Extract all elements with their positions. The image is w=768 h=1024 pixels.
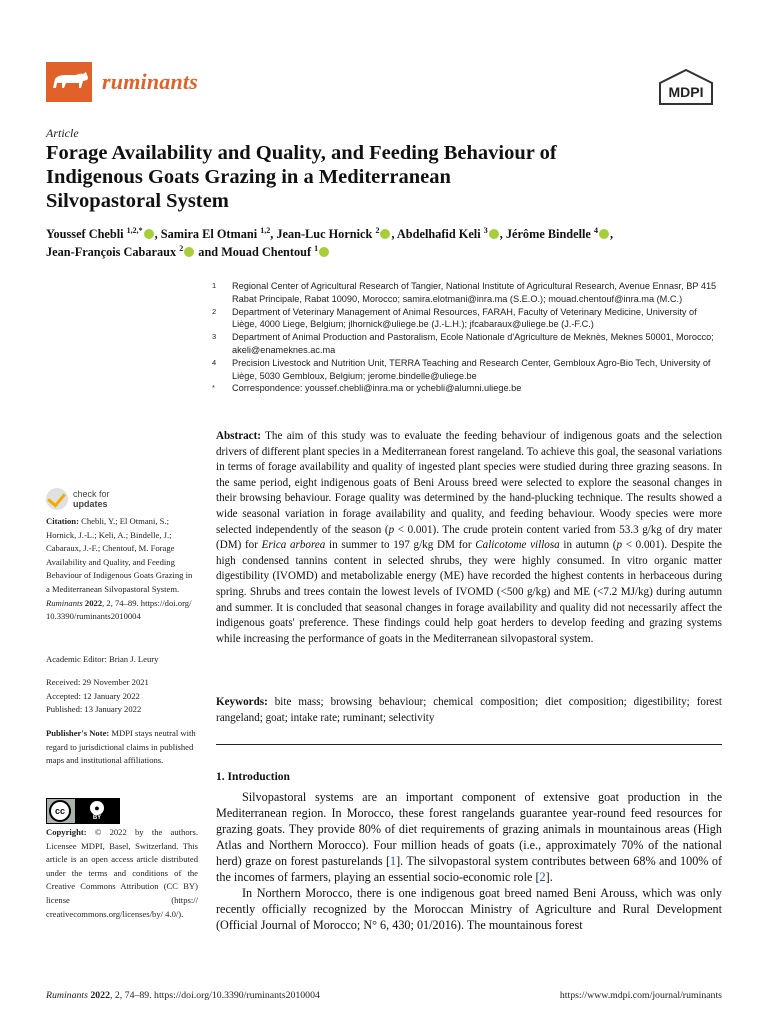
keywords: Keywords: bite mass; browsing behaviour; chemical composition; diet composition; digestibility; forest rangeland; goat; intake rate; ruminant; selectivity bbox=[216, 696, 722, 724]
goat-logo-icon bbox=[46, 62, 92, 102]
journal-header bbox=[46, 60, 198, 104]
author-name[interactable]: Samira El Otmani bbox=[160, 227, 258, 241]
article-type: Article bbox=[46, 126, 79, 140]
affiliation: 1 Regional Center of Agricultural Research of Tangier, National Institute of Agricultural Research, Avenue Ennasr, BP 415 Rabat Principale, Rabat 10090, Morocco; samira.elotmani@inra.ma (S.E.O.); mouad.chentouf@inra.ma (M.C.) bbox=[212, 281, 717, 304]
correspondence: * Correspondence: youssef.chebli@inra.ma or ychebli@alumni.uliege.be bbox=[212, 383, 522, 394]
author-list: Youssef Chebli $^{1,2,*}$ , Samira El Otmani $^{1,2}$, Jean-Luc Hornick $^2$ , Abdelhafid Keli $^3$ , Jérôme Bindelle $^4$ , Jean-François Cabaraux $^2$ and Mouad Chentouf $^1$ bbox=[46, 225, 614, 259]
title-line: Silvopastoral System bbox=[46, 190, 229, 212]
introduction-body bbox=[216, 789, 722, 933]
section-divider bbox=[216, 744, 722, 745]
journal-name[interactable]: ruminants bbox=[102, 69, 198, 94]
title-line: Forage Availability and Quality, and Feeding Behaviour of bbox=[46, 142, 557, 164]
author-affil: 1,2 bbox=[260, 225, 271, 235]
orcid-icon[interactable] bbox=[144, 229, 154, 239]
accepted-date: Accepted: 12 January 2022 bbox=[46, 690, 140, 701]
dates-block bbox=[46, 676, 198, 717]
abstract: Abstract: The aim of this study was to evaluate the feeding behaviour of indigenous goats and the selection drivers of different plant species in a Mediterranean forest rangeland. To achieve this goal, the seasonal variations in terms of forage availability and quality of ingested plant species were studied during three grazing seasons. In the same period, eight indigenous goats of Beni Arouss breed were selected to explore the seasonal changes in their browsing behaviour. Forage quality was determined by the hand-plucking technique. The results showed a wide seasonal variation in forage availability and quality, and feeding behaviour. Woody species were more selected independently of the season (p < 0.001). The crude protein content varied from 53.3 g/kg of dry mater (DM) for Erica arborea in summer to 197 g/kg DM for Calicotome villosa in autumn (p < 0.001). Despite the high condensed tannins content in selected shrubs, they were highly consumed. In vitro organic matter digestibility (IVOMD) and metabolizable energy (ME) have recorded the highest contents in herbaceous during spring. Shrubs and trees contain the lowest levels of IVOMD (<500 g/kg) and ME (<7.2 MJ/kg) during autumn and summer. It is concluded that seasonal changes in forage availability and quality did not necessarily affect the indigenous goats' preference. These findings could help goat herders to develop feeding and grazing systems while increasing the performance of goats in the Mediterranean silvopastoral system. bbox=[216, 430, 722, 645]
title-line: Indigenous Goats Grazing in a Mediterranean bbox=[46, 166, 451, 188]
author-name[interactable]: Abdelhafid Keli bbox=[396, 227, 481, 241]
check-for-updates-button[interactable] bbox=[46, 488, 110, 510]
section-heading: 1. Introduction bbox=[216, 771, 290, 783]
cc-by-license-badge[interactable] bbox=[46, 798, 120, 824]
paragraph: Silvopastoral systems are an important component of extensive goat production in the Mediterranean region. In Morocco, these forest rangelands guarantee year-round feed resources for grazing goats. They provide 80% of diet requirements of grazing animals in mountainous areas (High Atlas and Northern Morocco). Four million heads of goats (i.e., approximately 70% of the national herd) graze on forest pasturelands [1]. The silvopastoral system contributes between 68% and 100% of the incomes of farmers, playing an essential socio-economic role [2]. bbox=[216, 790, 723, 884]
citation-link[interactable]: 2 bbox=[539, 870, 546, 884]
author-affil: 2 bbox=[179, 243, 184, 253]
academic-editor: Academic Editor: Brian J. Leury bbox=[46, 654, 159, 664]
citation-link[interactable]: 1 bbox=[390, 854, 397, 868]
author-affil: 4 bbox=[593, 225, 598, 235]
footer-url[interactable]: https://www.mdpi.com/journal/ruminants bbox=[559, 990, 722, 1001]
received-date: Received: 29 November 2021 bbox=[46, 677, 149, 687]
page-footer bbox=[46, 990, 722, 1001]
article-title bbox=[46, 141, 726, 213]
affiliation: 4 Precision Livestock and Nutrition Unit, TERRA Teaching and Research Center, Gembloux Agro-Bio Tech, University of Liège, 5030 Gembloux, Belgium; jerome.bindelle@uliege.be bbox=[212, 357, 711, 381]
by-icon: ● BY bbox=[75, 799, 119, 823]
affiliation: 3 Department of Animal Production and Pastoralism, Ecole Nationale d'Agriculture de Meknès, Meknes 50001, Morocco; akeli@enameknes.ac.ma bbox=[212, 332, 714, 355]
affiliation: 2 Department of Veterinary Management of Animal Resources, FARAH, Faculty of Veterinary Medicine, University of Liège, 4000 Liege, Belgium; jlhornick@uliege.be (J.-L.H.); jfcabaraux@uliege.be (J.-F.C.) bbox=[212, 306, 697, 330]
person-icon: ● bbox=[90, 801, 104, 815]
author-affil: 1,2,* bbox=[126, 225, 143, 235]
author-affil: 1 bbox=[314, 243, 319, 253]
author-name[interactable]: Jean-François Cabaraux bbox=[46, 245, 177, 259]
orcid-icon[interactable] bbox=[489, 229, 499, 239]
published-date: Published: 13 January 2022 bbox=[46, 704, 142, 715]
check-updates-icon bbox=[46, 488, 68, 510]
cc-icon: cc bbox=[49, 800, 71, 822]
copyright-block: Copyright: © 2022 by the authors. Licensee MDPI, Basel, Switzerland. This article is an open access article distributed under the terms and conditions of the Creative Commons Attribution (CC BY) license (https:// creativecommons.org/licenses/by/ 4.0/). bbox=[46, 827, 198, 919]
paragraph: In Northern Morocco, there is one indigenous goat breed named Beni Arouss, which was only recently officially recognized by the Moroccan Ministry of Agriculture and Rural Development (Official Journal of Morocco; N° 6, 430; 01/2016). The mountainous forest bbox=[216, 886, 722, 932]
author-affil: 3 bbox=[483, 225, 488, 235]
mdpi-logo-icon[interactable] bbox=[656, 68, 716, 108]
publisher-note: Publisher's Note: MDPI stays neutral with regard to jurisdictional claims in published maps and institutional affiliations. bbox=[46, 728, 196, 766]
author-name[interactable]: Mouad Chentouf bbox=[221, 245, 312, 259]
check-updates-label: check for updates bbox=[73, 489, 110, 509]
publisher-name: MDPI bbox=[668, 84, 704, 100]
citation-block: Citation: Chebli, Y.; El Otmani, S.; Hornick, J.-L.; Keli, A.; Bindelle, J.; Cabaraux, J.-F.; Chentouf, M. Forage Availability and Quality, and Feeding Behaviour of Indigenous Goats Grazing in a Mediterranean Silvopastoral System. Ruminants 2022, 2, 74–89. https://doi.org/ 10.3390/ruminants2010004 bbox=[46, 516, 193, 622]
author-name[interactable]: Jean-Luc Hornick bbox=[276, 227, 373, 241]
orcid-icon[interactable] bbox=[380, 229, 390, 239]
author-name[interactable]: Youssef Chebli bbox=[46, 227, 124, 241]
author-name[interactable]: Jérôme Bindelle bbox=[505, 227, 591, 241]
affiliation-list bbox=[212, 280, 722, 395]
orcid-icon[interactable] bbox=[319, 247, 329, 257]
author-affil: 2 bbox=[375, 225, 380, 235]
orcid-icon[interactable] bbox=[184, 247, 194, 257]
footer-citation: Ruminants 2022, 2, 74–89. https://doi.org/10.3390/ruminants2010004 bbox=[46, 990, 320, 1001]
orcid-icon[interactable] bbox=[599, 229, 609, 239]
